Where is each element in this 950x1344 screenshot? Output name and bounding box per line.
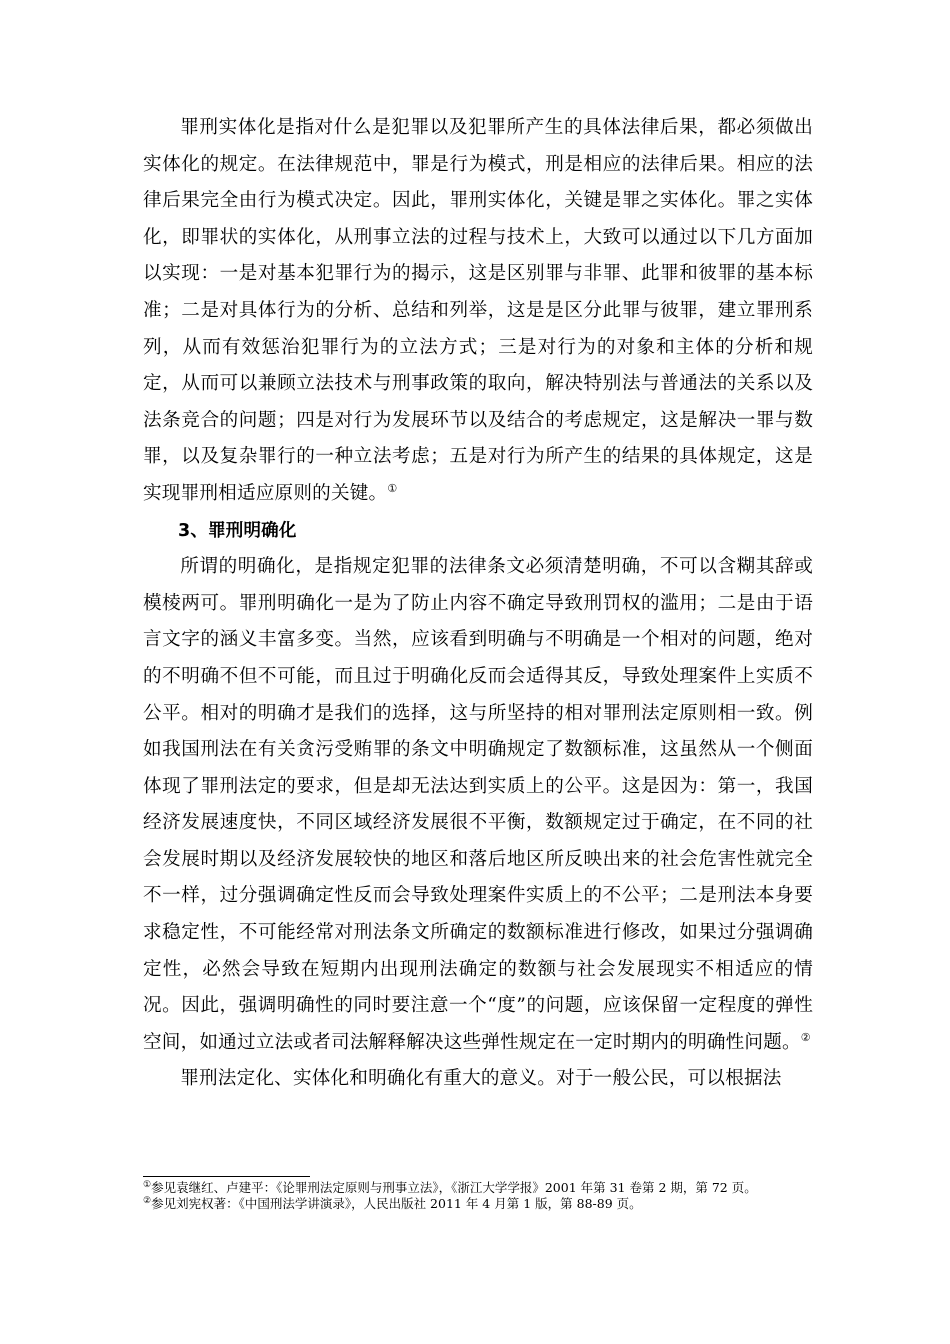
footnote-reference-1[interactable]: ① <box>387 481 398 495</box>
footnote-mark: ① <box>143 1179 152 1190</box>
paragraph-substantiation <box>143 110 813 513</box>
footnote-reference-2[interactable]: ② <box>800 1030 811 1044</box>
footnote-text: 参见袁继红、卢建平：《论罪刑法定原则与刑事立法》，《浙江大学学报》2001 年第 31 卷第 2 期，第 72 页。 <box>151 1180 757 1195</box>
footnote-text: 参见刘宪权著：《中国刑法学讲演录》，人民出版社 2011 年 4 月第 1 版，第 88-89 页。 <box>151 1196 642 1211</box>
footnote-1 <box>143 1180 803 1196</box>
paragraph-text: 罪刑实体化是指对什么是犯罪以及犯罪所产生的具体法律后果，都必须做出实体化的规定。在法律规范中，罪是行为模式，刑是相应的法律后果。相应的法律后果完全由行为模式决定。因此，罪刑实体化，关键是罪之实体化。罪之实体化，即罪状的实体化，从刑事立法的过程与技术上，大致可以通过以下几方面加以实现：一是对基本犯罪行为的揭示，这是区别罪与非罪、此罪和彼罪的基本标准；二是对具体行为的分析、总结和列举，这是是区分此罪与彼罪，建立罪刑系列，从而有效惩治犯罪行为的立法方式；三是对行为的对象和主体的分析和规定，从而可以兼顾立法技术与刑事政策的取向，解决特别法与普通法的关系以及法条竞合的问题；四是对行为发展环节以及结合的考虑规定，这是解决一罪与数罪，以及复杂罪行的一种立法考虑；五是对行为所产生的结果的具体规定，这是实现罪刑相适应原则的关键。 <box>143 117 813 504</box>
footnote-mark: ② <box>143 1195 152 1206</box>
paragraph-clarity <box>143 549 813 1061</box>
paragraph-significance: 罪刑法定化、实体化和明确化有重大的意义。对于一般公民，可以根据法 <box>180 1068 782 1090</box>
footnotes <box>143 1180 803 1212</box>
section-heading: 3、罪刑明确化 <box>178 520 297 541</box>
footnote-2 <box>143 1196 803 1212</box>
paragraph-text: 所谓的明确化，是指规定犯罪的法律条文必须清楚明确，不可以含糊其辞或模棱两可。罪刑明确化一是为了防止内容不确定导致刑罚权的滥用；二是由于语言文字的涵义丰富多变。当然，应该看到明确与不明确是一个相对的问题，绝对的不明确不但不可能，而且过于明确化反而会适得其反，导致处理案件上实质不公平。相对的明确才是我们的选择，这与所坚持的相对罪刑法定原则相一致。例如我国刑法在有关贪污受贿罪的条文中明确规定了数额标准，这虽然从一个侧面体现了罪刑法定的要求，但是却无法达到实质上的公平。这是因为：第一，我国经济发展速度快，不同区域经济发展很不平衡，数额规定过于确定，在不同的社会发展时期以及经济发展较快的地区和落后地区所反映出来的社会危害性就完全不一样，过分强调确定性反而会导致处理案件实质上的不公平；二是刑法本身要求稳定性，不可能经常对刑法条文所确定的数额标准进行修改，如果过分强调确定性，必然会导致在短期内出现刑法确定的数额与社会发展现实不相适应的情况。因此，强调明确性的同时要注意一个“度”的问题，应该保留一定程度的弹性空间，如通过立法或者司法解释解决这些弹性规定在一定时期内的明确性问题。 <box>143 556 813 1053</box>
footnote-divider <box>143 1176 310 1177</box>
body-text <box>143 110 813 1098</box>
